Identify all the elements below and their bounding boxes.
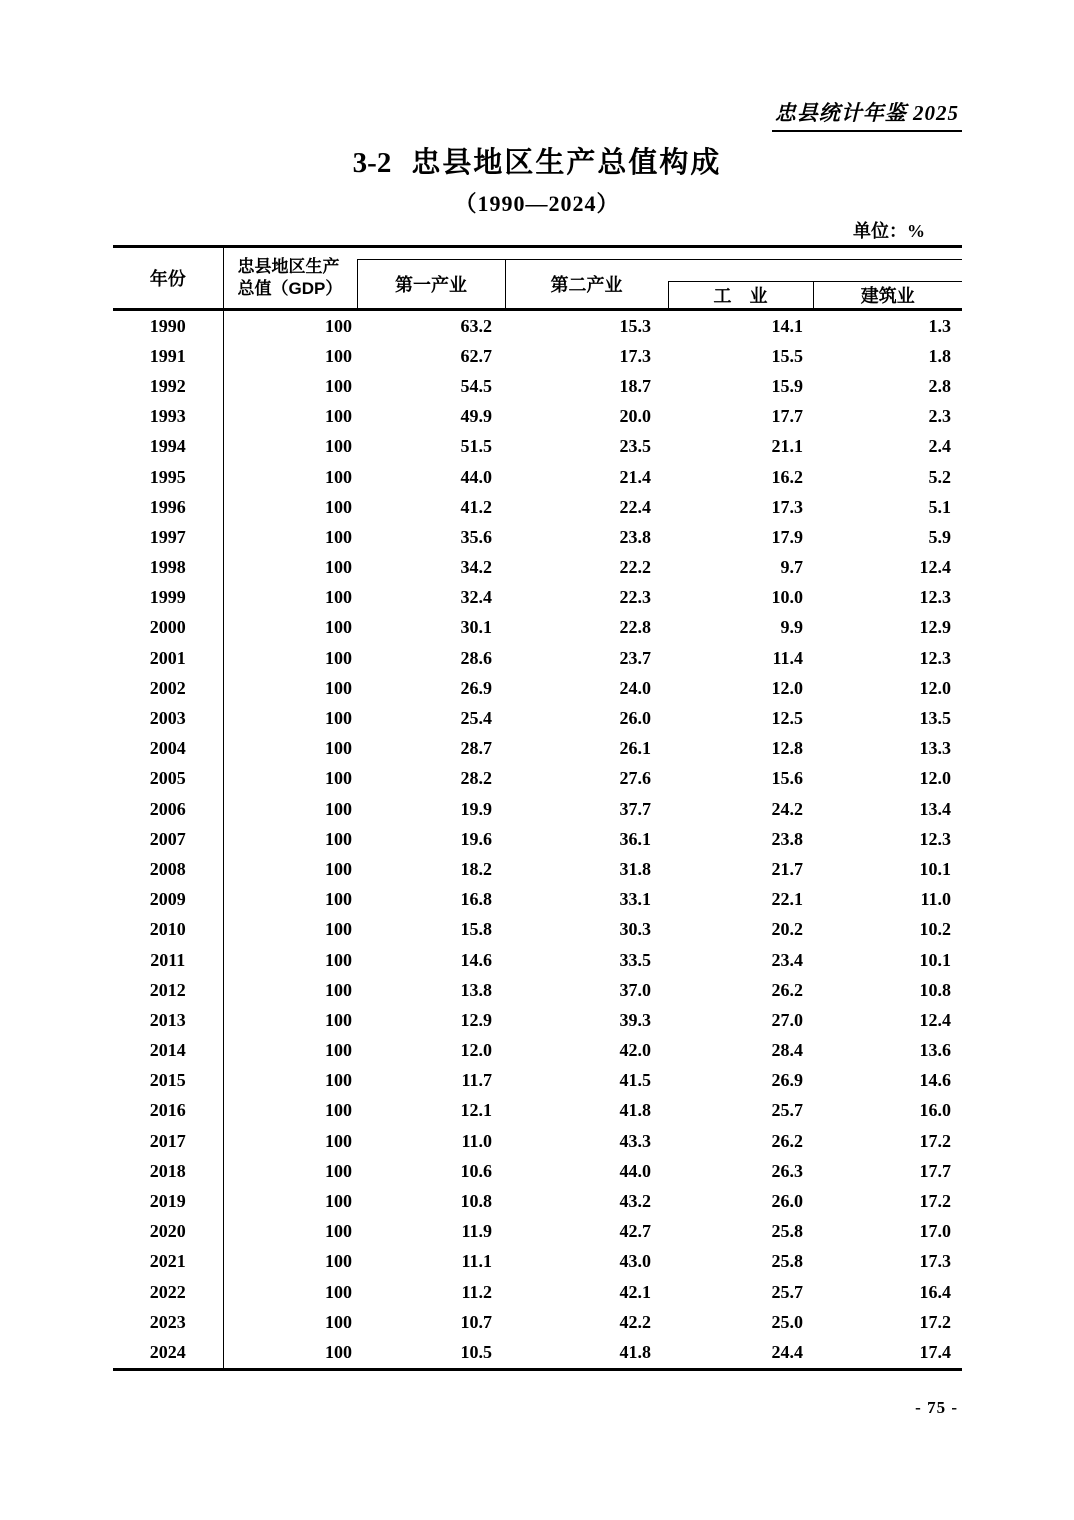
- page-subtitle: （1990—2024）: [454, 191, 620, 216]
- table-row: [113, 1247, 962, 1277]
- table-row: [113, 794, 962, 824]
- primary-cell: 30.1: [460, 617, 492, 638]
- year-cell: 1998: [113, 553, 223, 583]
- year-cell: 2010: [113, 915, 223, 945]
- primary-cell: 51.5: [460, 436, 492, 457]
- construction-cell: 13.4: [919, 798, 951, 819]
- year-cell: 2004: [113, 734, 223, 764]
- year-cell: 2020: [113, 1217, 223, 1247]
- table-row: [113, 673, 962, 703]
- industry-cell: 17.3: [771, 496, 803, 517]
- industry-cell: 24.4: [771, 1341, 803, 1362]
- secondary-cell: 23.8: [619, 526, 651, 547]
- header-spacer: [357, 247, 962, 260]
- construction-cell: 12.4: [919, 1009, 951, 1030]
- table-row: [113, 1186, 962, 1216]
- gdp-cell: 100: [325, 1251, 352, 1272]
- secondary-cell: 22.8: [619, 617, 651, 638]
- secondary-cell: 37.0: [619, 979, 651, 1000]
- primary-cell: 12.0: [460, 1040, 492, 1061]
- gdp-cell: 100: [325, 617, 352, 638]
- primary-cell: 11.9: [461, 1221, 492, 1242]
- secondary-cell: 15.3: [619, 315, 651, 336]
- table-row: [113, 432, 962, 462]
- table-row: [113, 1036, 962, 1066]
- year-cell: 2022: [113, 1277, 223, 1307]
- year-cell: 2012: [113, 975, 223, 1005]
- header-gdp: [223, 247, 357, 310]
- industry-cell: 26.0: [771, 1191, 803, 1212]
- industry-cell: 20.2: [771, 919, 803, 940]
- construction-cell: 13.6: [919, 1040, 951, 1061]
- secondary-cell: 31.8: [619, 858, 651, 879]
- industry-cell: 25.0: [771, 1311, 803, 1332]
- construction-cell: 17.7: [919, 1160, 951, 1181]
- construction-cell: 16.4: [919, 1281, 951, 1302]
- header-gdp-line1: 忠县地区生产: [237, 257, 340, 276]
- table-number: 3-2: [352, 147, 392, 179]
- year-cell: 1992: [113, 371, 223, 401]
- primary-cell: 49.9: [460, 406, 492, 427]
- industry-cell: 11.4: [772, 647, 803, 668]
- table-row: [113, 703, 962, 733]
- year-cell: 2024: [113, 1337, 223, 1369]
- header-primary-industry: 第一产业: [357, 260, 505, 310]
- primary-cell: 54.5: [460, 375, 492, 396]
- industry-cell: 15.9: [771, 375, 803, 396]
- table-row: [113, 1156, 962, 1186]
- secondary-cell: 24.0: [619, 677, 651, 698]
- year-cell: 1999: [113, 583, 223, 613]
- construction-cell: 1.8: [928, 345, 951, 366]
- industry-cell: 12.0: [771, 677, 803, 698]
- gdp-cell: 100: [325, 858, 352, 879]
- unit-label: 单位：%: [853, 221, 925, 241]
- year-cell: 1997: [113, 522, 223, 552]
- header-construction: 建筑业: [813, 282, 962, 310]
- header-year: 年份: [113, 247, 223, 310]
- industry-cell: 15.5: [771, 345, 803, 366]
- secondary-cell: 44.0: [619, 1160, 651, 1181]
- table-row: [113, 1217, 962, 1247]
- year-cell: 2021: [113, 1247, 223, 1277]
- industry-cell: 12.5: [771, 708, 803, 729]
- secondary-cell: 17.3: [619, 345, 651, 366]
- industry-cell: 17.9: [771, 526, 803, 547]
- table-row: [113, 1126, 962, 1156]
- secondary-cell: 33.5: [619, 949, 651, 970]
- industry-cell: 23.4: [771, 949, 803, 970]
- primary-cell: 26.9: [460, 677, 492, 698]
- header-gdp-line2: 总值（GDP）: [237, 279, 343, 298]
- secondary-cell: 37.7: [619, 798, 651, 819]
- gdp-cell: 100: [325, 406, 352, 427]
- year-cell: 2005: [113, 764, 223, 794]
- table-row: [113, 371, 962, 401]
- table-row: [113, 1307, 962, 1337]
- primary-cell: 28.2: [460, 768, 492, 789]
- gdp-cell: 100: [325, 1160, 352, 1181]
- year-cell: 2019: [113, 1186, 223, 1216]
- page-number: - 75 -: [915, 1398, 958, 1417]
- industry-cell: 28.4: [771, 1040, 803, 1061]
- primary-cell: 63.2: [460, 315, 492, 336]
- year-cell: 1996: [113, 492, 223, 522]
- secondary-cell: 42.7: [619, 1221, 651, 1242]
- gdp-cell: 100: [325, 768, 352, 789]
- gdp-cell: 100: [325, 1009, 352, 1030]
- gdp-cell: 100: [325, 315, 352, 336]
- primary-cell: 41.2: [460, 496, 492, 517]
- yearbook-running-title: 忠县统计年鉴 2025: [772, 97, 962, 132]
- table-row: [113, 824, 962, 854]
- primary-cell: 15.8: [460, 919, 492, 940]
- industry-cell: 25.7: [771, 1100, 803, 1121]
- secondary-cell: 18.7: [619, 375, 651, 396]
- gdp-cell: 100: [325, 1100, 352, 1121]
- gdp-cell: 100: [325, 708, 352, 729]
- secondary-cell: 26.0: [619, 708, 651, 729]
- construction-cell: 12.0: [919, 677, 951, 698]
- secondary-cell: 20.0: [619, 406, 651, 427]
- year-cell: 2017: [113, 1126, 223, 1156]
- primary-cell: 12.9: [460, 1009, 492, 1030]
- table-header: [113, 247, 962, 310]
- industry-cell: 26.3: [771, 1160, 803, 1181]
- construction-cell: 16.0: [919, 1100, 951, 1121]
- table-row: [113, 583, 962, 613]
- construction-cell: 5.2: [928, 466, 951, 487]
- gdp-cell: 100: [325, 647, 352, 668]
- secondary-cell: 27.6: [619, 768, 651, 789]
- construction-cell: 17.3: [919, 1251, 951, 1272]
- primary-cell: 19.9: [460, 798, 492, 819]
- table-row: [113, 1337, 962, 1369]
- industry-cell: 17.7: [771, 406, 803, 427]
- industry-cell: 25.8: [771, 1221, 803, 1242]
- secondary-cell: 22.3: [619, 587, 651, 608]
- industry-cell: 12.8: [771, 738, 803, 759]
- year-cell: 2016: [113, 1096, 223, 1126]
- primary-cell: 14.6: [460, 949, 492, 970]
- gdp-cell: 100: [325, 587, 352, 608]
- table-row: [113, 341, 962, 371]
- industry-cell: 26.2: [771, 1130, 803, 1151]
- construction-cell: 17.2: [919, 1191, 951, 1212]
- year-cell: 2002: [113, 673, 223, 703]
- table-row: [113, 1277, 962, 1307]
- secondary-cell: 43.0: [619, 1251, 651, 1272]
- secondary-cell: 22.2: [619, 557, 651, 578]
- secondary-cell: 42.1: [619, 1281, 651, 1302]
- year-cell: 2023: [113, 1307, 223, 1337]
- gdp-cell: 100: [325, 466, 352, 487]
- table-row: [113, 1096, 962, 1126]
- industry-cell: 21.1: [771, 436, 803, 457]
- secondary-cell: 36.1: [619, 828, 651, 849]
- table-row: [113, 764, 962, 794]
- industry-cell: 24.2: [771, 798, 803, 819]
- industry-cell: 22.1: [771, 889, 803, 910]
- year-cell: 1993: [113, 402, 223, 432]
- industry-cell: 9.7: [780, 557, 803, 578]
- table-row: [113, 462, 962, 492]
- industry-cell: 15.6: [771, 768, 803, 789]
- construction-cell: 10.8: [919, 979, 951, 1000]
- gdp-cell: 100: [325, 738, 352, 759]
- table-row: [113, 915, 962, 945]
- primary-cell: 25.4: [460, 708, 492, 729]
- secondary-cell: 23.5: [619, 436, 651, 457]
- primary-cell: 10.8: [460, 1191, 492, 1212]
- construction-cell: 5.9: [928, 526, 951, 547]
- primary-cell: 10.5: [460, 1341, 492, 1362]
- industry-cell: 25.8: [771, 1251, 803, 1272]
- construction-cell: 10.1: [919, 858, 951, 879]
- secondary-cell: 21.4: [619, 466, 651, 487]
- construction-cell: 2.4: [928, 436, 951, 457]
- year-cell: 1995: [113, 462, 223, 492]
- year-cell: 2003: [113, 703, 223, 733]
- year-cell: 2007: [113, 824, 223, 854]
- secondary-cell: 39.3: [619, 1009, 651, 1030]
- header-secondary-industry: 第二产业: [505, 260, 668, 310]
- secondary-cell: 22.4: [619, 496, 651, 517]
- gdp-cell: 100: [325, 496, 352, 517]
- primary-cell: 62.7: [460, 345, 492, 366]
- gdp-cell: 100: [325, 1341, 352, 1362]
- primary-cell: 35.6: [460, 526, 492, 547]
- construction-cell: 17.4: [919, 1341, 951, 1362]
- year-cell: 2011: [113, 945, 223, 975]
- header-sub-spacer: [668, 260, 962, 282]
- table-row: [113, 734, 962, 764]
- industry-cell: 10.0: [771, 587, 803, 608]
- year-cell: 2009: [113, 885, 223, 915]
- primary-cell: 19.6: [460, 828, 492, 849]
- table-row: [113, 492, 962, 522]
- primary-cell: 10.6: [460, 1160, 492, 1181]
- primary-cell: 28.6: [460, 647, 492, 668]
- primary-cell: 11.1: [461, 1251, 492, 1272]
- table-row: [113, 1005, 962, 1035]
- construction-cell: 11.0: [920, 889, 951, 910]
- secondary-cell: 42.2: [619, 1311, 651, 1332]
- year-cell: 1990: [113, 310, 223, 342]
- gdp-cell: 100: [325, 1040, 352, 1061]
- primary-cell: 11.0: [461, 1130, 492, 1151]
- secondary-cell: 43.3: [619, 1130, 651, 1151]
- year-cell: 2000: [113, 613, 223, 643]
- construction-cell: 10.2: [919, 919, 951, 940]
- industry-cell: 27.0: [771, 1009, 803, 1030]
- year-cell: 2006: [113, 794, 223, 824]
- primary-cell: 32.4: [460, 587, 492, 608]
- table-row: [113, 975, 962, 1005]
- year-cell: 1994: [113, 432, 223, 462]
- year-cell: 2014: [113, 1036, 223, 1066]
- gdp-cell: 100: [325, 828, 352, 849]
- secondary-cell: 33.1: [619, 889, 651, 910]
- page-title: [0, 146, 1074, 180]
- construction-cell: 5.1: [928, 496, 951, 517]
- primary-cell: 12.1: [460, 1100, 492, 1121]
- industry-cell: 26.9: [771, 1070, 803, 1091]
- gdp-cell: 100: [325, 798, 352, 819]
- construction-cell: 2.8: [928, 375, 951, 396]
- year-cell: 2008: [113, 854, 223, 884]
- secondary-cell: 26.1: [619, 738, 651, 759]
- construction-cell: 12.3: [919, 587, 951, 608]
- table-row: [113, 522, 962, 552]
- gdp-cell: 100: [325, 919, 352, 940]
- table-row: [113, 643, 962, 673]
- gdp-cell: 100: [325, 949, 352, 970]
- industry-cell: 9.9: [780, 617, 803, 638]
- table-row: [113, 854, 962, 884]
- construction-cell: 17.2: [919, 1130, 951, 1151]
- industry-cell: 26.2: [771, 979, 803, 1000]
- table-row: [113, 613, 962, 643]
- secondary-cell: 41.5: [619, 1070, 651, 1091]
- construction-cell: 12.0: [919, 768, 951, 789]
- gdp-cell: 100: [325, 1281, 352, 1302]
- primary-cell: 34.2: [460, 557, 492, 578]
- secondary-cell: 43.2: [619, 1191, 651, 1212]
- year-cell: 2013: [113, 1005, 223, 1035]
- table-row: [113, 310, 962, 342]
- gdp-cell: 100: [325, 677, 352, 698]
- construction-cell: 14.6: [919, 1070, 951, 1091]
- primary-cell: 28.7: [460, 738, 492, 759]
- table-row: [113, 885, 962, 915]
- construction-cell: 1.3: [928, 315, 951, 336]
- industry-cell: 23.8: [771, 828, 803, 849]
- construction-cell: 12.3: [919, 828, 951, 849]
- gdp-cell: 100: [325, 1311, 352, 1332]
- construction-cell: 13.3: [919, 738, 951, 759]
- construction-cell: 17.0: [919, 1221, 951, 1242]
- primary-cell: 16.8: [460, 889, 492, 910]
- gdp-cell: 100: [325, 526, 352, 547]
- gdp-cell: 100: [325, 375, 352, 396]
- industry-cell: 16.2: [771, 466, 803, 487]
- year-cell: 2018: [113, 1156, 223, 1186]
- primary-cell: 44.0: [460, 466, 492, 487]
- table-title-text: 忠县地区生产总值构成: [411, 147, 722, 179]
- gdp-cell: 100: [325, 557, 352, 578]
- secondary-cell: 30.3: [619, 919, 651, 940]
- gdp-cell: 100: [325, 1130, 352, 1151]
- gdp-cell: 100: [325, 436, 352, 457]
- gdp-cell: 100: [325, 1221, 352, 1242]
- table-row: [113, 1066, 962, 1096]
- construction-cell: 12.4: [919, 557, 951, 578]
- gdp-cell: 100: [325, 345, 352, 366]
- year-cell: 1991: [113, 341, 223, 371]
- year-cell: 2015: [113, 1066, 223, 1096]
- primary-cell: 11.7: [461, 1070, 492, 1091]
- gdp-cell: 100: [325, 979, 352, 1000]
- construction-cell: 10.1: [919, 949, 951, 970]
- table-body: [113, 310, 962, 1370]
- primary-cell: 18.2: [460, 858, 492, 879]
- construction-cell: 12.3: [919, 647, 951, 668]
- primary-cell: 11.2: [461, 1281, 492, 1302]
- secondary-cell: 41.8: [619, 1341, 651, 1362]
- industry-cell: 21.7: [771, 858, 803, 879]
- secondary-cell: 41.8: [619, 1100, 651, 1121]
- gdp-cell: 100: [325, 1070, 352, 1091]
- secondary-cell: 23.7: [619, 647, 651, 668]
- gdp-composition-table: [113, 245, 962, 1371]
- construction-cell: 12.9: [919, 617, 951, 638]
- construction-cell: 2.3: [928, 406, 951, 427]
- table-row: [113, 402, 962, 432]
- gdp-cell: 100: [325, 1191, 352, 1212]
- gdp-cell: 100: [325, 889, 352, 910]
- year-cell: 2001: [113, 643, 223, 673]
- construction-cell: 17.2: [919, 1311, 951, 1332]
- secondary-cell: 42.0: [619, 1040, 651, 1061]
- header-industry: 工 业: [668, 282, 813, 310]
- table-row: [113, 945, 962, 975]
- primary-cell: 10.7: [460, 1311, 492, 1332]
- construction-cell: 13.5: [919, 708, 951, 729]
- primary-cell: 13.8: [460, 979, 492, 1000]
- industry-cell: 14.1: [771, 315, 803, 336]
- table-row: [113, 553, 962, 583]
- industry-cell: 25.7: [771, 1281, 803, 1302]
